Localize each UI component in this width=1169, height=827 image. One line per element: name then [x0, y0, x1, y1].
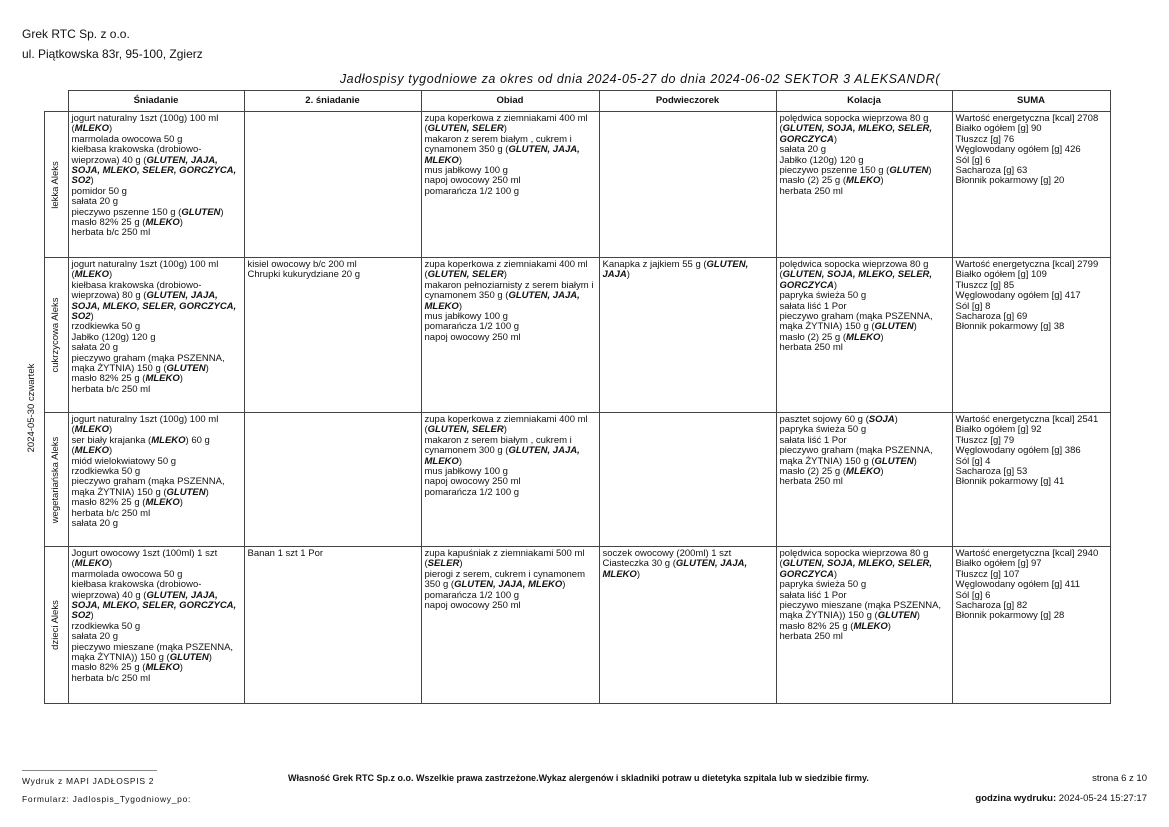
meal-item: rzodkiewka 50 g	[71, 321, 141, 333]
print-time-label: godzina wydruku:	[975, 793, 1057, 804]
nutrition-line: Sacharoza [g] 82	[955, 600, 1028, 612]
meal-item: pieczywo graham (mąka PSZENNA, mąka ŻYTNIA) 150 g (GLUTEN)	[779, 311, 933, 333]
meal-item: masło (2) 25 g (MLEKO)	[779, 466, 884, 478]
diet-label: cukrzycowa Aleks	[49, 297, 61, 373]
nutrition-line: Wartość energetyczna [kcal] 2708	[955, 113, 1099, 124]
meal-item: pasztet sojowy 60 g (SOJA)	[779, 414, 898, 425]
meal-item: ser biały krajanka (MLEKO) 60 g (MLEKO)	[71, 434, 210, 457]
meal-item: pieczywo pszenne 150 g (GLUTEN)	[779, 165, 932, 177]
nutrition-line: Sól [g] 6	[955, 589, 991, 601]
suma-cell	[952, 547, 1110, 704]
meal-item: pomarańcza 1/2 100 g	[424, 486, 520, 498]
meal-item: marmolada owocowa 50 g	[71, 133, 183, 145]
nutrition-line: Tłuszcz [g] 76	[955, 133, 1015, 145]
company-address: ul. Piątkowska 83r, 95-100, Zgierz	[22, 47, 203, 61]
meal-item: napoj owocowy 250 ml	[424, 476, 521, 488]
meal-item: Jabłko (120g) 120 g	[71, 331, 156, 343]
meal-item: pierogi z serem, cukrem i cynamonem 350 g (GLUTEN, JAJA, MLEKO)	[424, 568, 585, 591]
meal-cell	[244, 413, 421, 547]
nutrition-line: Węglowodany ogółem [g] 426	[955, 144, 1081, 156]
meal-item: jogurt naturalny 1szt (100g) 100 ml (MLEKO)	[71, 259, 219, 281]
nutrition-line: Błonnik pokarmowy [g] 28	[955, 610, 1065, 622]
nutrition-line: Sacharoza [g] 69	[955, 311, 1028, 323]
meal-item: polędwica sopocka wieprzowa 80 g (GLUTEN, SOJA, MLEKO, SELER, GORCZYCA)	[779, 113, 933, 145]
meal-item: napoj owocowy 250 ml	[424, 331, 521, 343]
meal-item: pieczywo mieszane (mąka PSZENNA, mąka ŻYTNIA)) 150 g (GLUTEN)	[779, 600, 942, 622]
nutrition-line: Sól [g] 6	[955, 154, 991, 166]
meal-item: soczek owocowy (200ml) 1 szt	[602, 548, 732, 559]
header-row	[20, 91, 1110, 112]
meal-item: mus jabłkowy 100 g	[424, 165, 508, 177]
meal-item: Jogurt owocowy 1szt (100ml) 1 szt (MLEKO)	[71, 548, 218, 570]
meal-item: rzodkiewka 50 g	[71, 620, 141, 632]
column-header: Podwieczorek	[599, 91, 776, 112]
print-time	[975, 793, 1147, 804]
nutrition-line: Białko ogółem [g] 90	[955, 123, 1042, 135]
meal-cell	[776, 258, 952, 413]
meal-item: jogurt naturalny 1szt (100g) 100 ml (MLEKO)	[71, 113, 219, 135]
suma-cell	[952, 413, 1110, 547]
meal-item: sałata liść 1 Por	[779, 434, 847, 446]
meal-item: pieczywo mieszane (mąka PSZENNA, mąka ŻYTNIA)) 150 g (GLUTEN)	[71, 641, 234, 664]
meal-item: herbata 250 ml	[779, 631, 843, 643]
meal-cell	[421, 413, 599, 547]
meal-item: masło 82% 25 g (MLEKO)	[71, 217, 183, 229]
page-number: strona 6 z 10	[1092, 773, 1147, 784]
meal-cell	[68, 258, 244, 413]
meal-item: papryka świeża 50 g	[779, 290, 867, 302]
meal-cell	[599, 413, 776, 547]
meal-item: kiełbasa krakowska (drobiowo-wieprzowa) 40 g (GLUTEN, JAJA, SOJA, MLEKO, SELER, GORCZYCA, SO2)	[71, 579, 237, 622]
column-header: SUMA	[952, 91, 1110, 112]
nutrition-line: Wartość energetyczna [kcal] 2799	[955, 259, 1099, 270]
nutrition-line: Tłuszcz [g] 107	[955, 568, 1020, 580]
meal-cell	[244, 258, 421, 413]
meal-item: napoj owocowy 250 ml	[424, 175, 521, 187]
suma-cell	[952, 112, 1110, 258]
meal-item: sałata 20 g	[71, 518, 118, 530]
footer-form: Formularz: Jadlospis_Tygodniowy_po:	[22, 794, 192, 804]
meal-item: pieczywo graham (mąka PSZENNA, mąka ŻYTNIA) 150 g (GLUTEN)	[71, 476, 225, 498]
footer-divider	[22, 770, 157, 771]
meal-item: makaron z serem białym , cukrem i cynamonem 350 g (GLUTEN, JAJA, MLEKO)	[424, 133, 580, 166]
footer-program: Wydruk z MAPI JADŁOSPIS 2	[22, 776, 155, 786]
diet-label: dzieci Aleks	[49, 600, 61, 650]
nutrition-line: Białko ogółem [g] 92	[955, 424, 1042, 436]
nutrition-line: Sól [g] 4	[955, 455, 991, 467]
meal-item: masło 82% 25 g (MLEKO)	[71, 373, 183, 385]
nutrition-line: Węglowodany ogółem [g] 386	[955, 445, 1081, 457]
header-blank	[20, 91, 44, 112]
meal-item: pomarańcza 1/2 100 g	[424, 185, 520, 197]
meal-item: sałata 20 g	[71, 342, 118, 354]
nutrition-line: Białko ogółem [g] 97	[955, 558, 1042, 570]
nutrition-line: Błonnik pokarmowy [g] 20	[955, 175, 1065, 187]
meal-cell	[599, 112, 776, 258]
meal-item: masło 82% 25 g (MLEKO)	[71, 497, 183, 509]
meal-item: herbata 250 ml	[779, 185, 843, 197]
meal-item: zupa kapuśniak z ziemniakami 500 ml (SELER)	[424, 548, 585, 570]
diet-cell	[44, 547, 68, 704]
meal-item: makaron pełnoziarnisty z serem białym i cynamonem 350 g (GLUTEN, JAJA, MLEKO)	[424, 279, 594, 312]
meal-item: polędwica sopocka wieprzowa 80 g (GLUTEN, SOJA, MLEKO, SELER, GORCZYCA)	[779, 259, 933, 291]
meal-item: papryka świeża 50 g	[779, 424, 867, 436]
meal-cell	[421, 112, 599, 258]
meal-item: masło (2) 25 g (MLEKO)	[779, 175, 884, 187]
company-name: Grek RTC Sp. z o.o.	[22, 27, 130, 41]
meal-cell	[68, 547, 244, 704]
nutrition-line: Sól [g] 8	[955, 300, 991, 312]
meal-item: mus jabłkowy 100 g	[424, 466, 508, 478]
nutrition-line: Tłuszcz [g] 79	[955, 434, 1015, 446]
footer-source	[22, 770, 191, 808]
meal-cell	[599, 547, 776, 704]
meal-item: marmolada owocowa 50 g	[71, 568, 183, 580]
meal-item: sałata 20 g	[779, 144, 826, 156]
nutrition-line: Błonnik pokarmowy [g] 41	[955, 476, 1065, 488]
diet-cell	[44, 258, 68, 413]
meal-item: Ciasteczka 30 g (GLUTEN, JAJA, MLEKO)	[602, 558, 748, 580]
meal-item: masło (2) 25 g (MLEKO)	[779, 331, 884, 343]
nutrition-line: Węglowodany ogółem [g] 411	[955, 579, 1080, 591]
meal-item: makaron z serem białym , cukrem i cynamonem 300 g (GLUTEN, JAJA, MLEKO)	[424, 434, 580, 467]
meal-item: miód wielokwiatowy 50 g	[71, 455, 177, 467]
meal-item: pomidor 50 g	[71, 185, 127, 197]
meal-cell	[421, 547, 599, 704]
diet-label: wegetariańska Aleks	[49, 436, 61, 523]
meal-item: pieczywo graham (mąka PSZENNA, mąka ŻYTNIA) 150 g (GLUTEN)	[779, 445, 933, 467]
meal-item: herbata 250 ml	[779, 342, 843, 354]
meal-item: kisiel owocowy b/c 200 ml	[247, 259, 357, 270]
meal-item: zupa koperkowa z ziemniakami 400 ml (GLUTEN, SELER)	[424, 113, 588, 135]
table-row	[20, 413, 1110, 547]
meal-item: pomarańcza 1/2 100 g	[424, 321, 520, 333]
meal-item: zupa koperkowa z ziemniakami 400 ml (GLUTEN, SELER)	[424, 414, 588, 436]
meal-item: pieczywo pszenne 150 g (GLUTEN)	[71, 206, 224, 218]
meal-cell	[776, 413, 952, 547]
meal-cell	[776, 112, 952, 258]
meal-item: herbata b/c 250 ml	[71, 227, 151, 239]
company-block	[22, 24, 203, 64]
date-label: 2024-05-30 czwartek	[25, 363, 37, 452]
meal-item: pieczywo graham (mąka PSZENNA, mąka ŻYTNIA) 150 g (GLUTEN)	[71, 352, 225, 375]
meal-item: papryka świeża 50 g	[779, 579, 867, 591]
column-header: 2. śniadanie	[244, 91, 421, 112]
footer-copyright: Własność Grek RTC Sp.z o.o. Wszelkie prawa zastrzeżone.Wykaz alergenów i skladniki potraw u dietetyka szpitala lub w siedzibie firmy.	[288, 773, 869, 783]
date-cell	[20, 112, 44, 704]
header-blank	[44, 91, 68, 112]
nutrition-line: Błonnik pokarmowy [g] 38	[955, 321, 1065, 333]
meal-item: sałata 20 g	[71, 631, 118, 643]
meal-item: sałata 20 g	[71, 196, 118, 208]
meal-item: herbata 250 ml	[779, 476, 843, 488]
meal-item: jogurt naturalny 1szt (100g) 100 ml (MLEKO)	[71, 414, 219, 436]
meal-item: rzodkiewka 50 g	[71, 466, 141, 478]
meal-item: masło 82% 25 g (MLEKO)	[779, 620, 891, 632]
menu-table	[20, 90, 1111, 704]
meal-item: kiełbasa krakowska (drobiowo-wieprzowa) 40 g (GLUTEN, JAJA, SOJA, MLEKO, SELER, GORCZYCA, SO2)	[71, 144, 237, 187]
nutrition-line: Tłuszcz [g] 85	[955, 279, 1015, 291]
nutrition-line: Wartość energetyczna [kcal] 2940	[955, 548, 1099, 559]
meal-cell	[421, 258, 599, 413]
nutrition-line: Węglowodany ogółem [g] 417	[955, 290, 1081, 302]
meal-item: napoj owocowy 250 ml	[424, 600, 521, 612]
print-time-value: 2024-05-24 15:27:17	[1058, 793, 1147, 804]
meal-item: Jabłko (120g) 120 g	[779, 154, 864, 166]
meal-cell	[68, 413, 244, 547]
meal-item: sałata liść 1 Por	[779, 589, 847, 601]
nutrition-line: Sacharoza [g] 63	[955, 165, 1028, 177]
meal-item: herbata b/c 250 ml	[71, 672, 151, 684]
meal-item: polędwica sopocka wieprzowa 80 g (GLUTEN, SOJA, MLEKO, SELER, GORCZYCA)	[779, 548, 933, 580]
meal-cell	[244, 547, 421, 704]
column-header: Obiad	[421, 91, 599, 112]
meal-item: herbata b/c 250 ml	[71, 383, 151, 395]
table-row	[20, 258, 1110, 413]
meal-item: herbata b/c 250 ml	[71, 507, 151, 519]
nutrition-line: Sacharoza [g] 53	[955, 466, 1028, 478]
column-header: Śniadanie	[68, 91, 244, 112]
meal-cell	[599, 258, 776, 413]
meal-item: sałata liść 1 Por	[779, 300, 847, 312]
table-row	[20, 112, 1110, 258]
table-row	[20, 547, 1110, 704]
diet-cell	[44, 413, 68, 547]
column-header: Kolacja	[776, 91, 952, 112]
nutrition-line: Białko ogółem [g] 109	[955, 269, 1047, 281]
meal-item: pomarańcza 1/2 100 g	[424, 589, 520, 601]
diet-cell	[44, 112, 68, 258]
meal-cell	[244, 112, 421, 258]
meal-cell	[68, 112, 244, 258]
diet-label: lekka Aleks	[49, 160, 61, 209]
meal-item: mus jabłkowy 100 g	[424, 311, 508, 323]
nutrition-line: Wartość energetyczna [kcal] 2541	[955, 414, 1099, 425]
meal-item: Chrupki kukurydziane 20 g	[247, 269, 360, 281]
meal-cell	[776, 547, 952, 704]
meal-item: kiełbasa krakowska (drobiowo-wieprzowa) 80 g (GLUTEN, JAJA, SOJA, MLEKO, SELER, GORCZYCA, SO2)	[71, 279, 237, 323]
meal-item: Kanapka z jajkiem 55 g (GLUTEN, JAJA)	[602, 259, 749, 281]
meal-item: zupa koperkowa z ziemniakami 400 ml (GLUTEN, SELER)	[424, 259, 588, 281]
meal-item: Banan 1 szt 1 Por	[247, 548, 324, 559]
document-title: Jadłospisy tygodniowe za okres od dnia 2024-05-27 do dnia 2024-06-02 SEKTOR 3 ALEKSANDR(	[339, 72, 941, 86]
suma-cell	[952, 258, 1110, 413]
meal-item: masło 82% 25 g (MLEKO)	[71, 662, 183, 674]
